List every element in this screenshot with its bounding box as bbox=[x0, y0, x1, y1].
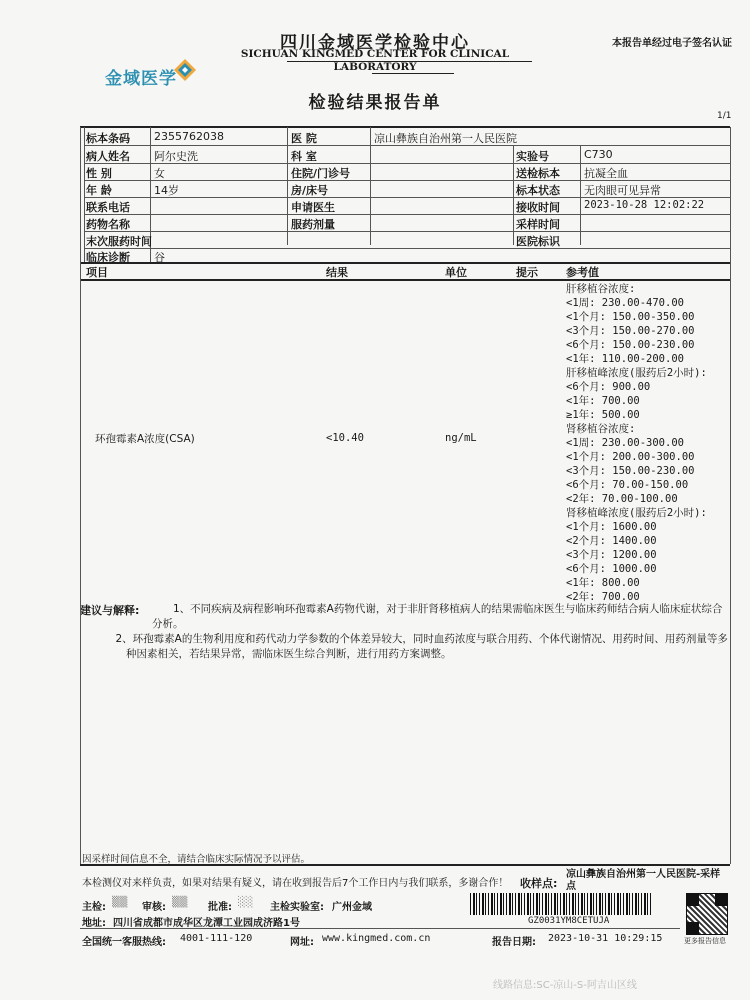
qr-caption: 更多报告信息 bbox=[684, 937, 726, 945]
lab-label: 主检实验室: bbox=[270, 902, 324, 913]
table-border bbox=[80, 126, 730, 128]
age-label: 年 龄 bbox=[86, 184, 112, 197]
header-rule bbox=[372, 73, 454, 74]
sampling-time-note: 因采样时间信息不全，请结合临床实际情况予以评估。 bbox=[82, 854, 311, 865]
hotline-value: 4001-111-120 bbox=[180, 933, 253, 944]
hospital-label: 医 院 bbox=[291, 132, 317, 145]
advice-paragraph-2: 2、环孢霉素A的生物利用度和药代动力学参数的个体差异较大，同时血药浓度与联合用药、个体代谢情况、用药时间、用药剂量等多种因素相关，若结果异常，需临床医生综合判断，进行用药方案调整。 bbox=[115, 633, 728, 660]
company-logo-text: 金域医学 bbox=[105, 69, 177, 89]
advice-text bbox=[115, 602, 730, 662]
row-divider bbox=[84, 180, 730, 181]
frame-right-border bbox=[730, 262, 731, 864]
ref-line: ≥1年: 500.00 bbox=[566, 409, 640, 421]
barcode-label: 标本条码 bbox=[86, 132, 130, 145]
patient-name-value: 阿尔史洗 bbox=[154, 150, 198, 163]
sex-label: 性 别 bbox=[86, 167, 112, 180]
col-header-hint: 提示 bbox=[516, 266, 538, 279]
ref-line: <1个月: 150.00-350.00 bbox=[566, 311, 695, 323]
route-info-faint: 线路信息:SC-凉山-S-阿吉山区线 bbox=[493, 980, 637, 991]
report-barcode bbox=[470, 893, 652, 915]
center-name-en-line1: SICHUAN KINGMED CENTER FOR CLINICAL bbox=[240, 48, 510, 60]
ref-line: <6个月: 150.00-230.00 bbox=[566, 339, 695, 351]
specimen-label: 送检标本 bbox=[516, 167, 560, 180]
advice-paragraph-1: 1、不同疾病及病程影响环孢霉素A药物代谢，对于非肝肾移植病人的结果需临床医生与临床药师结合病人临床症状综合分析。 bbox=[152, 603, 723, 630]
footer-divider bbox=[80, 928, 680, 929]
website-label: 网址: bbox=[290, 937, 314, 948]
report-date-value: 2023-10-31 10:29:15 bbox=[548, 933, 663, 944]
address-value: 四川省成都市成华区龙潭工业园成济路1号 bbox=[113, 918, 300, 929]
responsibility-statement: 本检测仪对来样负责，如果对结果有疑义，请在收到报告后7个工作日内与我们联系，多谢合作！ bbox=[82, 878, 509, 889]
ref-line: <1个月: 1600.00 bbox=[566, 521, 657, 533]
barcode-value: 2355762038 bbox=[154, 130, 224, 143]
col-divider bbox=[287, 127, 288, 245]
col-divider bbox=[84, 127, 85, 262]
ref-line: 肾移植峰浓度(服药后2小时): bbox=[566, 507, 707, 519]
reviewer-signature: ▒▒ bbox=[172, 897, 188, 908]
report-date-label: 报告日期: bbox=[492, 937, 536, 948]
ref-line: <6个月: 70.00-150.00 bbox=[566, 479, 689, 491]
ref-line: <1年: 800.00 bbox=[566, 577, 640, 589]
received-value: 2023-10-28 12:02:22 bbox=[584, 199, 705, 211]
frame-left-border bbox=[80, 127, 81, 864]
center-name-cn: 四川金域医学检验中心 bbox=[280, 33, 470, 53]
phone-label: 联系电话 bbox=[86, 201, 130, 214]
ref-line: <6个月: 1000.00 bbox=[566, 563, 657, 575]
col-divider bbox=[730, 127, 731, 262]
center-name-en-line2: LABORATORY bbox=[333, 61, 417, 73]
specimen-state-label: 标本状态 bbox=[516, 184, 560, 197]
lastdose-label: 末次服药时间 bbox=[86, 235, 152, 248]
col-header-ref: 参考值 bbox=[566, 266, 599, 279]
lab-value: 广州金域 bbox=[332, 902, 372, 913]
col-header-item: 项目 bbox=[86, 266, 108, 279]
qr-code-icon[interactable] bbox=[686, 893, 728, 935]
labno-value: C730 bbox=[584, 148, 613, 161]
tester-signature: ▒▒ bbox=[112, 897, 128, 908]
ref-line: <1年: 110.00-200.00 bbox=[566, 353, 684, 365]
receiver-value: 凉山彝族自治州第一人民医院-采样点 bbox=[566, 869, 721, 892]
approver-signature: ░░ bbox=[238, 897, 254, 908]
age-value: 14岁 bbox=[154, 184, 179, 197]
approver-label: 批准: bbox=[208, 902, 232, 913]
barcode-text: GZ0031YM8CETUJA bbox=[528, 916, 610, 926]
page-number: 1/1 bbox=[717, 111, 732, 121]
table-border bbox=[80, 262, 730, 264]
ref-line: <2年: 700.00 bbox=[566, 591, 640, 603]
col-header-unit: 单位 bbox=[445, 266, 467, 279]
hospital-value: 凉山彝族自治州第一人民医院 bbox=[374, 132, 517, 145]
ref-line: 肝移植峰浓度(服药后2小时): bbox=[566, 367, 707, 379]
labno-label: 实验号 bbox=[516, 150, 549, 163]
ref-line: <1周: 230.00-300.00 bbox=[566, 437, 684, 449]
sampling-label: 采样时间 bbox=[516, 218, 560, 231]
specimen-value: 抗凝全血 bbox=[584, 167, 628, 180]
result-unit: ng/mL bbox=[445, 432, 477, 444]
diagnosis-value: 谷 bbox=[154, 251, 165, 264]
ref-line: 肝移植谷浓度: bbox=[566, 283, 636, 295]
ref-line: <2个月: 1400.00 bbox=[566, 535, 657, 547]
result-item-name: 环孢霉素A浓度(CSA) bbox=[95, 433, 195, 445]
col-divider bbox=[513, 146, 514, 245]
specimen-state-value: 无肉眼可见异常 bbox=[584, 184, 661, 197]
hospital-id-label: 医院标识 bbox=[516, 235, 560, 248]
row-divider bbox=[84, 248, 730, 249]
received-label: 接收时间 bbox=[516, 201, 560, 214]
row-divider bbox=[84, 214, 730, 215]
ref-line: 肾移植谷浓度: bbox=[566, 423, 636, 435]
ref-line: <1周: 230.00-470.00 bbox=[566, 297, 684, 309]
ref-line: <3个月: 150.00-270.00 bbox=[566, 325, 695, 337]
col-divider bbox=[370, 127, 371, 245]
receiver-label: 收样点: bbox=[520, 877, 558, 890]
tester-label: 主检: bbox=[82, 902, 106, 913]
col-divider bbox=[580, 146, 581, 245]
frame-bottom-border bbox=[80, 864, 730, 866]
ref-line: <6个月: 900.00 bbox=[566, 381, 651, 393]
drug-label: 药物名称 bbox=[86, 218, 130, 231]
result-value: <10.40 bbox=[326, 432, 364, 444]
dose-label: 服药剂量 bbox=[291, 218, 335, 231]
address-label: 地址: bbox=[82, 918, 106, 929]
ref-line: <1个月: 200.00-300.00 bbox=[566, 451, 695, 463]
patient-name-label: 病人姓名 bbox=[86, 150, 130, 163]
hotline-label: 全国统一客服热线: bbox=[82, 937, 166, 948]
reviewer-label: 审核: bbox=[142, 902, 166, 913]
ref-line: <3个月: 150.00-230.00 bbox=[566, 465, 695, 477]
website-link[interactable]: www.kingmed.com.cn bbox=[322, 933, 431, 944]
inpatient-label: 住院/门诊号 bbox=[291, 167, 351, 180]
esign-note: 本报告单经过电子签名认证 bbox=[612, 38, 732, 49]
sex-value: 女 bbox=[154, 167, 165, 180]
ref-line: <1年: 700.00 bbox=[566, 395, 640, 407]
advice-label: 建议与解释: bbox=[80, 604, 140, 617]
diagnosis-label: 临床诊断 bbox=[86, 251, 130, 264]
ref-line: <2年: 70.00-100.00 bbox=[566, 493, 678, 505]
col-header-result: 结果 bbox=[326, 266, 348, 279]
ref-line: <3个月: 1200.00 bbox=[566, 549, 657, 561]
report-title: 检验结果报告单 bbox=[308, 93, 442, 113]
doctor-label: 申请医生 bbox=[291, 201, 335, 214]
bed-label: 房/床号 bbox=[291, 184, 329, 197]
dept-label: 科 室 bbox=[291, 150, 317, 163]
row-divider bbox=[84, 231, 730, 232]
